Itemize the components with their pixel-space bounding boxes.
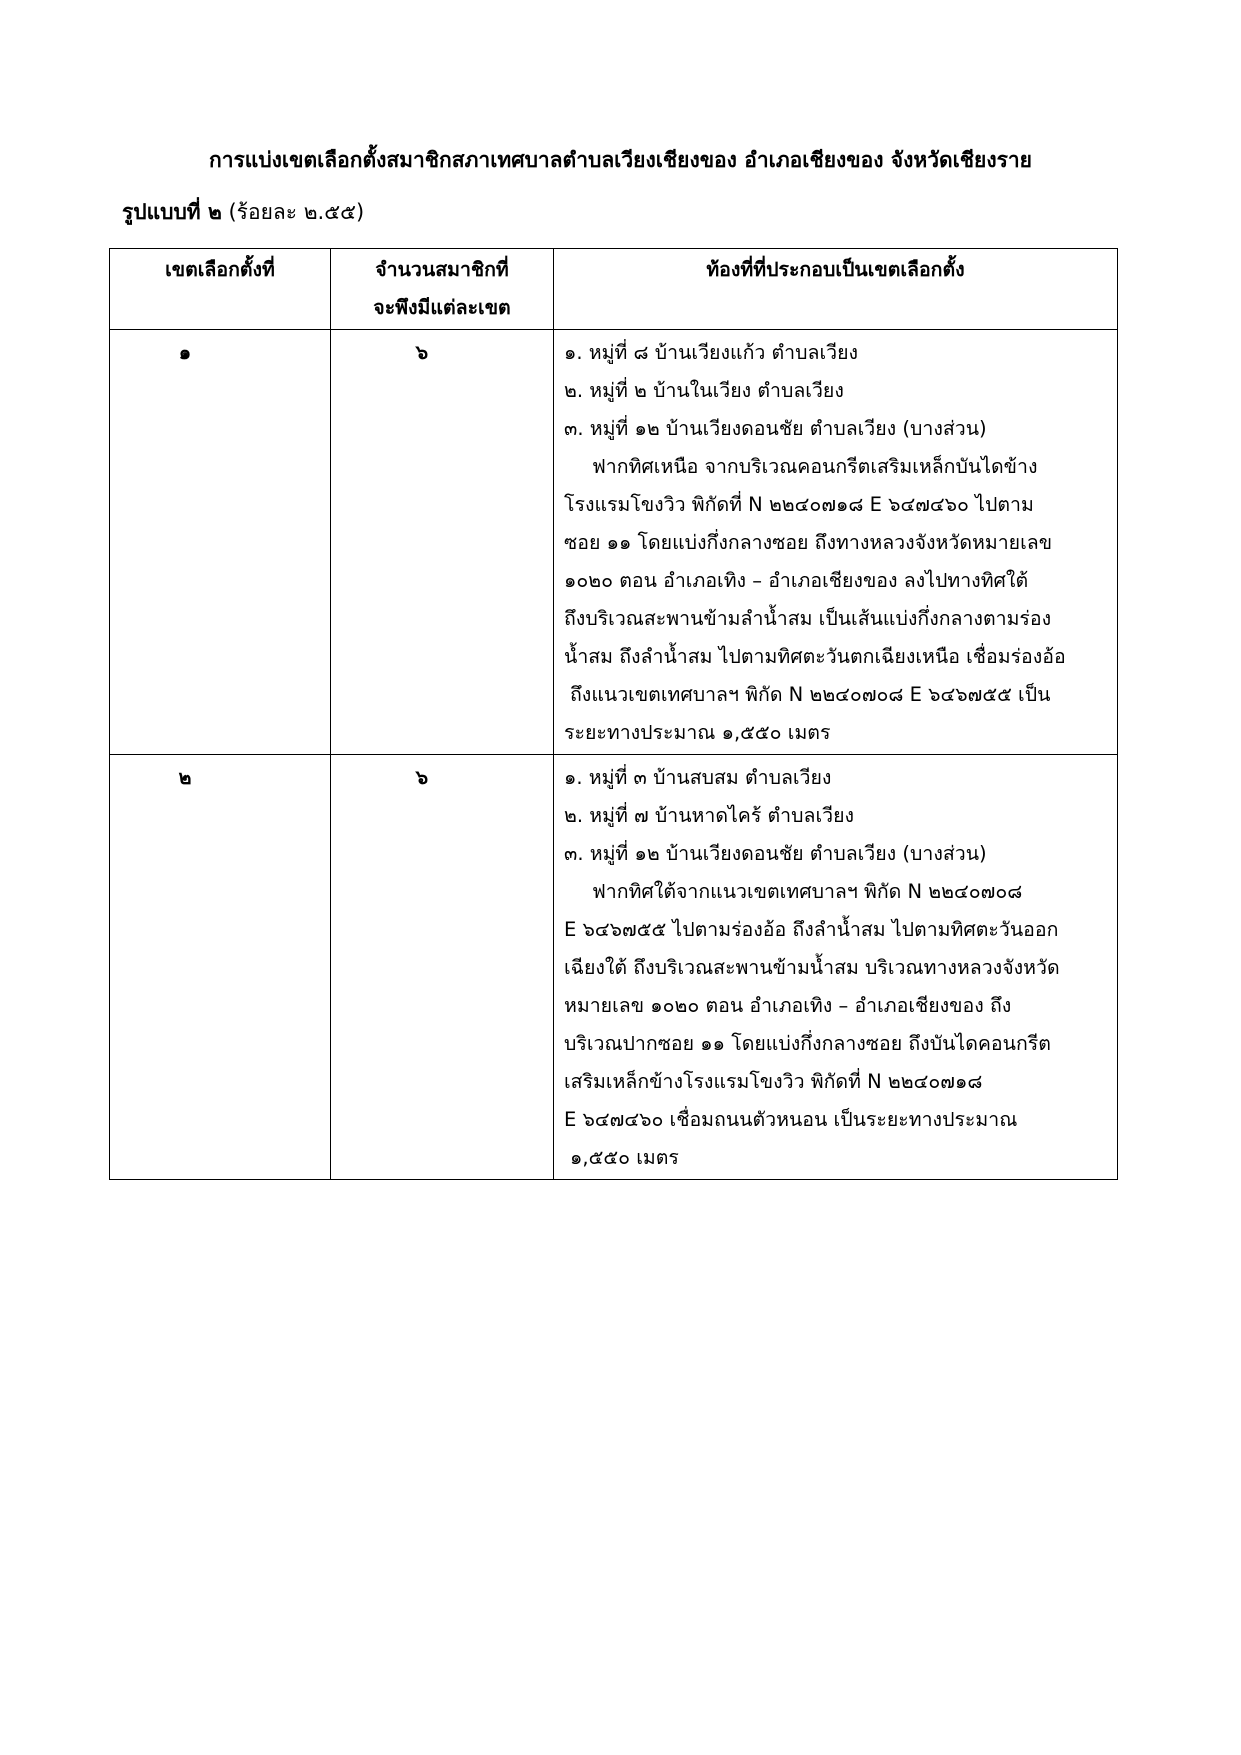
area-line: ๑. หมู่ที่ ๓ บ้านสบสม ตำบลเวียง: [564, 766, 832, 789]
area-description-line: เฉียงใต้ ถึงบริเวณสะพานข้ามน้ำสม บริเวณทางหลวงจังหวัด: [564, 956, 1060, 979]
members-count: ๖: [415, 341, 429, 364]
area-description-line: ถึงแนวเขตเทศบาลฯ พิกัด N ๒๒๔๐๗๐๘ E ๖๔๖๗๕๕ เป็น: [570, 683, 1051, 706]
header-members-line1: จำนวนสมาชิกที่: [375, 258, 509, 281]
area-description-line: ๑,๕๕๐ เมตร: [570, 1146, 679, 1169]
header-areas: ท้องที่ที่ประกอบเป็นเขตเลือกตั้ง: [554, 249, 1118, 330]
table-row: [110, 755, 1118, 1180]
document-title: การแบ่งเขตเลือกตั้งสมาชิกสภาเทศบาลตำบลเวียงเชียงของ อำเภอเชียงของ จังหวัดเชียงราย: [209, 148, 1032, 172]
area-description-line: ๑๐๒๐ ตอน อำเภอเทิง – อำเภอเชียงของ ลงไปทางทิศใต้: [564, 569, 1029, 592]
members-count-cell: [331, 330, 554, 755]
area-line: ๒. หมู่ที่ ๗ บ้านหาดไคร้ ตำบลเวียง: [564, 804, 855, 827]
area-description-line: เสริมเหล็กข้างโรงแรมโขงวิว พิกัดที่ N ๒๒๔๐๗๑๘: [564, 1070, 983, 1093]
table-row: [110, 330, 1118, 755]
district-number: ๑: [178, 341, 192, 364]
district-number-cell: [110, 330, 331, 755]
header-members-line2: จะพึงมีแต่ละเขต: [373, 296, 511, 319]
area-description-line: ถึงบริเวณสะพานข้ามลำน้ำสม เป็นเส้นแบ่งกึ่งกลางตามร่อง: [564, 607, 1052, 630]
area-description-line: น้ำสม ถึงลำน้ำสม ไปตามทิศตะวันตกเฉียงเหนือ เชื่อมร่องอ้อ: [564, 645, 1066, 668]
area-description-line: หมายเลข ๑๐๒๐ ตอน อำเภอเทิง – อำเภอเชียงของ ถึง: [564, 994, 1012, 1017]
subtitle-percentage: (ร้อยละ ๒.๕๕): [221, 200, 365, 224]
area-line: ๑. หมู่ที่ ๘ บ้านเวียงแก้ว ตำบลเวียง: [564, 341, 859, 364]
area-line: ๓. หมู่ที่ ๑๒ บ้านเวียงดอนชัย ตำบลเวียง (บางส่วน): [564, 417, 987, 440]
area-description-line: E ๖๔๗๔๖๐ เชื่อมถนนตัวหนอน เป็นระยะทางประมาณ: [564, 1108, 1018, 1131]
area-line: ๓. หมู่ที่ ๑๒ บ้านเวียงดอนชัย ตำบลเวียง (บางส่วน): [564, 842, 987, 865]
document-subtitle: [122, 197, 364, 227]
area-description-line: E ๖๔๖๗๕๕ ไปตามร่องอ้อ ถึงลำน้ำสม ไปตามทิศตะวันออก: [564, 918, 1059, 941]
district-number-cell: [110, 755, 331, 1180]
subtitle-format-label: รูปแบบที่ ๒: [122, 200, 222, 224]
area-description-line: ระยะทางประมาณ ๑,๕๕๐ เมตร: [564, 721, 831, 744]
table-header-row: [110, 249, 1118, 330]
header-members: [331, 249, 554, 330]
area-description-line: โรงแรมโขงวิว พิกัดที่ N ๒๒๔๐๗๑๘ E ๖๔๗๔๖๐ ไปตาม: [564, 493, 1034, 516]
header-district: เขตเลือกตั้งที่: [110, 249, 331, 330]
members-count: ๖: [415, 766, 429, 789]
members-count-cell: [331, 755, 554, 1180]
district-number: ๒: [178, 766, 192, 789]
areas-cell: [554, 755, 1118, 1180]
area-description-line: ซอย ๑๑ โดยแบ่งกึ่งกลางซอย ถึงทางหลวงจังหวัดหมายเลข: [564, 531, 1053, 554]
areas-cell: [554, 330, 1118, 755]
area-description-line: ฟากทิศเหนือ จากบริเวณคอนกรีตเสริมเหล็กบันไดข้าง: [592, 455, 1038, 478]
area-line: ๒. หมู่ที่ ๒ บ้านในเวียง ตำบลเวียง: [564, 379, 844, 402]
electoral-district-table: [109, 248, 1118, 1180]
area-description-line: บริเวณปากซอย ๑๑ โดยแบ่งกึ่งกลางซอย ถึงบันไดคอนกรีต: [564, 1032, 1051, 1055]
area-description-line: ฟากทิศใต้จากแนวเขตเทศบาลฯ พิกัด N ๒๒๔๐๗๐๘: [592, 880, 1023, 903]
